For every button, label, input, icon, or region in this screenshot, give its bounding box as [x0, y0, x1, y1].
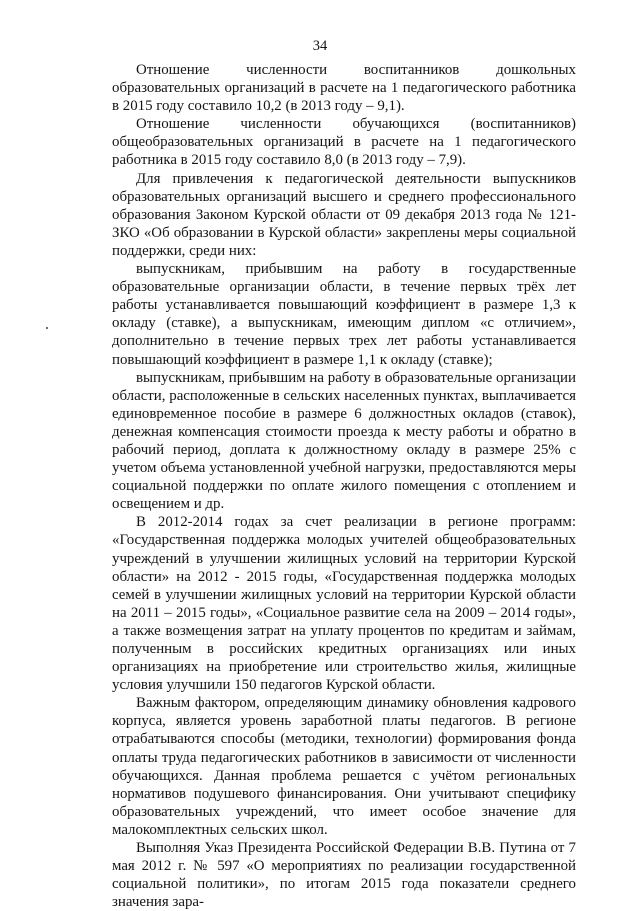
paragraph-housing-programs: В 2012-2014 годах за счет реализации в регионе программ: «Государственная поддержка молодых учителей общеобразовательных учреждений в улучшении жилищных условий на территории Курской области» на 2012 - 2015 годы, «Государственная поддержка молодых семей в улучшении жилищных условий на территории Курской области на 2011 – 2015 годы», «Социальное развитие села на 2009 – 2014 годы», а также возмещения затрат на уплату процентов по кредитам и займам, полученным в российских кредитных организациях или иных организациях на приобретение или строительство жилья, жилищные условия улучшили 150 педагогов Курской области.	[112, 514, 576, 694]
paragraph-coefficient-measure: выпускникам, прибывшим на работу в государственные образовательные организации области, в течение первых трёх лет работы устанавливается повышающий коэффициент в размере 1,3 к окладу (ставке), а выпускникам, имеющим диплом «с отличием», дополнительно в течение первых трех лет работы устанавливается повышающий коэффициент в размере 1,1 к окладу (ставке);	[112, 261, 576, 368]
paragraph-preschool-ratio: Отношение численности воспитанников дошкольных образовательных организаций в расчете на 1 педагогического работника в 2015 году составило 10,2 (в 2013 году – 9,1).	[112, 62, 576, 115]
page-number: 34	[312, 38, 328, 54]
margin-mark	[46, 327, 48, 329]
paragraph-presidential-decree: Выполняя Указ Президента Российской Федерации В.В. Путина от 7 мая 2012 г. № 597 «О мероприятиях по реализации государственной социальной политики», по итогам 2015 года показатели среднего значения зара-	[112, 840, 576, 911]
paragraph-general-ed-ratio: Отношение численности обучающихся (воспитанников) общеобразовательных организаций в расчете на 1 педагогического работника в 2015 году составило 8,0 (в 2013 году – 7,9).	[112, 116, 576, 169]
paragraph-graduate-support-law: Для привлечения к педагогической деятельности выпускников образовательных организаций высшего и среднего профессионального образования Законом Курской области от 09 декабря 2013 года № 121-ЗКО «Об образовании в Курской области» закреплены меры социальной поддержки, среди них:	[112, 170, 576, 259]
body-text	[112, 61, 576, 911]
paragraph-salary-factor: Важным фактором, определяющим динамику обновления кадрового корпуса, является уровень заработной платы педагогов. В регионе отрабатываются способы (методики, технологии) формирования фонда оплаты труда педагогических работников в зависимости от численности обучающихся. Данная проблема решается с учётом региональных нормативов подушевого финансирования. Они учитывают специфику образовательных учреждений, что имеет особое значение для малокомплектных сельских школ.	[112, 695, 576, 838]
paragraph-rural-measures: выпускникам, прибывшим на работу в образовательные организации области, расположенные в сельских населенных пунктах, выплачивается единовременное пособие в размере 6 должностных окладов (ставок), денежная компенсация стоимости проезда к месту работы и обратно в рабочий период, доплата к должностному окладу в размере 25% с учетом объема установленной учебной нагрузки, предоставляются меры социальной поддержки по оплате жилого помещения с отоплением и освещением и др.	[112, 369, 576, 513]
